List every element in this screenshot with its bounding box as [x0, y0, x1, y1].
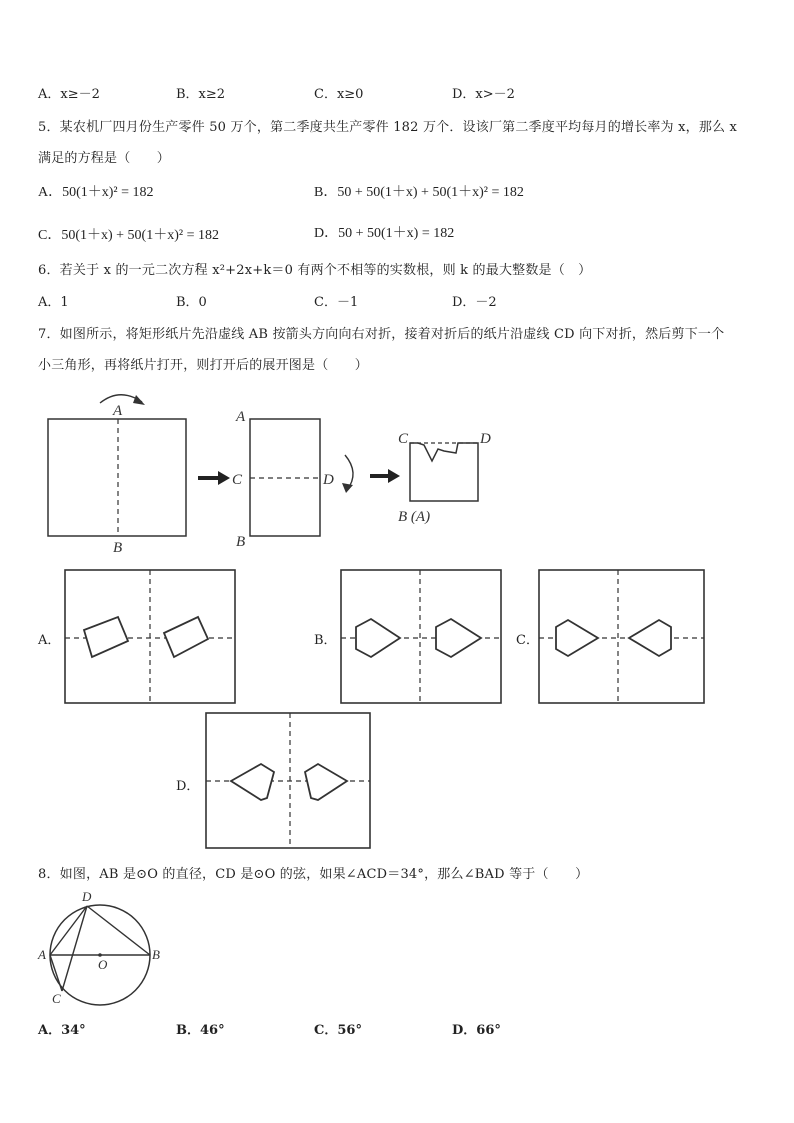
- q4-option-a: A．x≥－2: [38, 87, 100, 102]
- segment-db: [87, 906, 150, 955]
- cut-shape-right: [629, 620, 671, 656]
- label-d-3: D: [480, 431, 491, 447]
- q6-option-b: B．0: [176, 295, 207, 310]
- label-b: B: [113, 540, 123, 556]
- q4-option-b: B．x≥2: [176, 87, 226, 102]
- q5-option-b: B．50 + 50(1＋x) + 50(1＋x)² = 182: [314, 185, 524, 200]
- step-arrow-2-icon: [370, 469, 400, 483]
- label-b-2: B: [236, 534, 246, 550]
- label-a: A: [113, 403, 123, 419]
- segment-ac: [50, 955, 62, 991]
- q8-option-d: D．66°: [452, 1023, 501, 1038]
- q7-option-d-label: D．: [176, 779, 200, 794]
- q4-option-c: C．x≥0: [314, 87, 364, 102]
- label-d: D: [323, 472, 334, 488]
- q5-stem-line1: 5．某农机厂四月份生产零件 50 万个，第二季度共生产零件 182 万个．设该厂第二季度平均每月的增长率为 x，那么 x: [38, 120, 738, 135]
- step-arrow-1-icon: [198, 471, 230, 485]
- segment-ad: [50, 906, 87, 955]
- q8-option-b: B．46°: [176, 1023, 225, 1038]
- label-c: C: [52, 991, 61, 1006]
- q7-stem-line2: 小三角形，再将纸片打开，则打开后的展开图是（ ）: [38, 358, 369, 373]
- q7-option-b-label: B．: [314, 633, 337, 648]
- q8-option-c: C．56°: [314, 1023, 362, 1038]
- q5-stem-line2: 满足的方程是（ ）: [38, 151, 171, 166]
- q6-option-c: C．－1: [314, 295, 359, 310]
- q4-option-d: D．x>－2: [452, 87, 515, 102]
- label-b: B: [152, 947, 160, 962]
- label-a: A: [38, 947, 46, 962]
- q6-stem: 6．若关于 x 的一元二次方程 x²+2x+k＝0 有两个不相等的实数根，则 k 的最大整数是（ ）: [38, 263, 592, 278]
- q7-stem-line1: 7．如图所示，将矩形纸片先沿虚线 AB 按箭头方向向右对折，接着对折后的纸片沿虚线 CD 向下对折，然后剪下一个: [38, 327, 725, 342]
- q6-option-d: D．－2: [452, 295, 497, 310]
- q5-option-d: D．50 + 50(1＋x) = 182: [314, 226, 455, 241]
- q7-option-c-label: C．: [516, 633, 539, 648]
- cut-shape-left: [231, 764, 274, 800]
- q7-folding-figure: [0, 385, 794, 560]
- q7-option-d-figure: [203, 710, 375, 852]
- cut-shape-right: [305, 764, 347, 800]
- arrowhead-down-icon: [342, 483, 353, 493]
- cut-shape-right: [436, 619, 481, 657]
- label-c-3: C: [398, 431, 409, 447]
- q6-option-a: A．1: [38, 295, 69, 310]
- arrowhead-right-icon: [133, 395, 145, 405]
- label-a-2: A: [236, 409, 246, 425]
- q8-option-a: A．34°: [38, 1023, 86, 1038]
- paper-cut-piece: [410, 443, 478, 501]
- cut-shape-right: [164, 617, 208, 657]
- q7-option-b-figure: [338, 567, 506, 707]
- cut-shape-left: [356, 619, 400, 657]
- paper-rect-1: [48, 419, 186, 536]
- cut-shape-left: [556, 620, 598, 656]
- q5-option-c: C．50(1＋x) + 50(1＋x)² = 182: [38, 228, 219, 243]
- label-d: D: [82, 889, 92, 904]
- label-ba: B (A): [398, 509, 431, 525]
- q7-option-c-figure: [536, 567, 708, 707]
- q5-option-a: A．50(1＋x)² = 182: [38, 185, 154, 200]
- q8-stem: 8．如图，AB 是⊙O 的直径，CD 是⊙O 的弦，如果∠ACD＝34°，那么∠BAD 等于（ ）: [38, 867, 589, 882]
- q7-option-a-figure: [62, 567, 240, 707]
- label-c: C: [232, 472, 243, 488]
- q7-option-a-label: A．: [38, 633, 61, 648]
- q8-circle-figure: [34, 885, 168, 1009]
- label-o: O: [98, 957, 108, 972]
- cut-shape-left: [84, 617, 128, 657]
